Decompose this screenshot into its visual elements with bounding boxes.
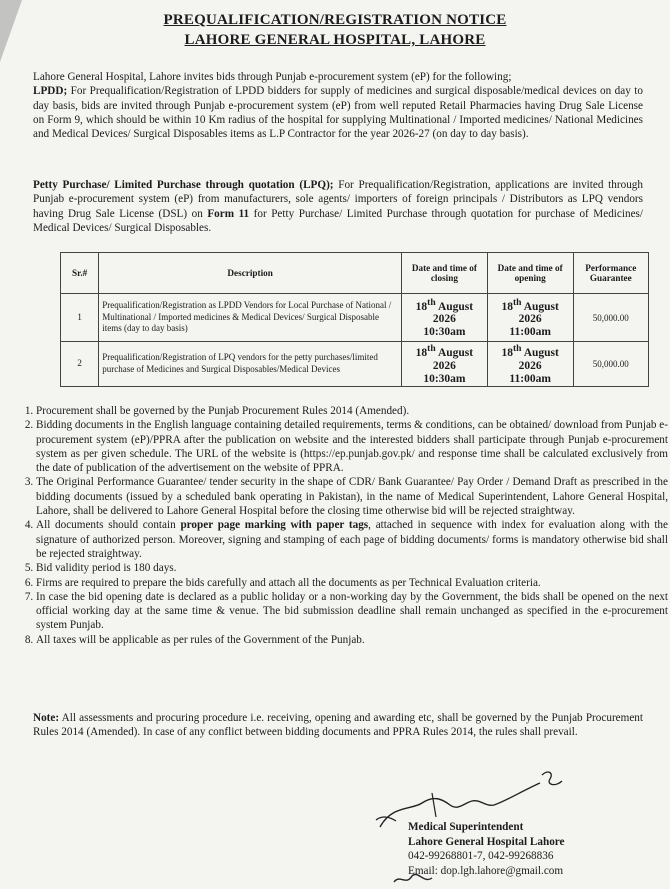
note-text: All assessments and procuring procedure i.e. receiving, opening and awarding etc, shall be governed by the Punjab Procurement Rules 2014 (Amended). In case of any conflict between bidding documents and PPRA Rules 2014, the rules shall prevail.	[33, 712, 643, 739]
table-row	[61, 294, 649, 342]
header-opening: Date and time of opening	[487, 253, 573, 294]
bid-schedule-table	[60, 252, 649, 387]
notice-subtitle: LAHORE GENERAL HOSPITAL, LAHORE	[184, 32, 486, 48]
header-description: Description	[99, 253, 402, 294]
row-closing: 18th August 2026 10:30am	[402, 294, 488, 342]
row-opening: 18th August 2026 11:00am	[487, 294, 573, 342]
row-guarantee: 50,000.00	[573, 294, 648, 342]
row-guarantee: 50,000.00	[573, 342, 648, 387]
intro-text: Lahore General Hospital, Lahore invites bids through Punjab e-procurement system (eP) for the following;	[33, 71, 512, 83]
term-item: 4. All documents should contain proper page marking with paper tags, attached in sequence with index for evaluation along with the signature of authorized person. Moreover, signing and stamping of each page of bidding documents/ forms is mandatory otherwise bid shall be rejected straightway.	[36, 518, 668, 561]
row-description: Prequalification/Registration as LPDD Vendors for Local Purchase of National / Multinational / Imported medicines & Medical Devices/ Surgical Disposable items (day to day basis)	[99, 294, 402, 342]
row-opening: 18th August 2026 11:00am	[487, 342, 573, 387]
term-item: 8. All taxes will be applicable as per rules of the Government of the Punjab.	[36, 633, 668, 647]
note-paragraph	[33, 711, 643, 740]
term-item: 5. Bid validity period is 180 days.	[36, 561, 668, 575]
header-guarantee: Performance Guarantee	[573, 253, 648, 294]
signatory-designation: Medical Superintendent	[408, 821, 524, 833]
row-sr: 1	[61, 294, 99, 342]
table-header-row	[61, 253, 649, 294]
notice-title: PREQUALIFICATION/REGISTRATION NOTICE	[163, 12, 507, 28]
row-sr: 2	[61, 342, 99, 387]
petty-purchase-label: Petty Purchase/ Limited Purchase through quotation (LPQ);	[33, 179, 334, 191]
lpdd-label: LPDD;	[33, 85, 68, 98]
petty-purchase-paragraph	[33, 178, 643, 235]
term-item: 2. Bidding documents in the English language containing detailed requirements, terms & conditions, can be obtained/ download from Punjab e-procurement system (eP)/PPRA after the publication on website and the interested bidders shall participate through Punjab e-procurement system as per given schedule. The URL of the website is (https://ep.punjab.gov.pk/ and response time shall be calculated exclusively from the date of publication of the advertisement on the website of PPRA.	[36, 418, 668, 475]
terms-list	[12, 404, 668, 647]
term-item: 3. The Original Performance Guarantee/ tender security in the shape of CDR/ Bank Guarantee/ Pay Order / Demand Draft as prescribed in the bidding documents (issued by a scheduled bank operating in Pakistan), in the name of Medical Superintendent, Lahore General Hospital, Lahore, shall be delivered to Lahore General Hospital before the closing time otherwise bid will be rejected straightway.	[36, 475, 668, 518]
term-item: 6. Firms are required to prepare the bids carefully and attach all the documents as per Technical Evaluation criteria.	[36, 576, 668, 590]
table-row	[61, 342, 649, 387]
stamp-mark	[390, 868, 450, 889]
row-description: Prequalification/Registration of LPQ vendors for the petty purchases/limited purchase of Medicines and Surgical Disposables/Medical Devices	[99, 342, 402, 387]
page-marking-emphasis: proper page marking with paper tags	[180, 519, 369, 532]
row-closing: 18th August 2026 10:30am	[402, 342, 488, 387]
contact-email: Email: dop.lgh.lahore@gmail.com	[408, 864, 564, 877]
form-11-label: Form 11	[207, 207, 250, 220]
lpdd-text: For Prequalification/Registration of LPDD bidders for supply of medicines and surgical disposable/medical devices on day to day basis, bids are invited through Punjab e-procurement system (eP) from well reputed Retail Pharmacies having Drug Sale License on Form 9, which should be within 10 Km radius of the hospital for supplying Multinational / Imported medicines/ National Medicines and Medical Devices/ Surgical Disposables items as L.P Contractor for the year 2026-27 (on day to day basis).	[33, 85, 643, 141]
petty-purchase-text1: For Prequalification/Registration, applications are invited through Punjab e-procurement system (eP) from manufacturers, sole agents/ importers of foreign principals / Distributors as LPQ vendors having Drug Sale License (DSL) on	[33, 179, 643, 220]
signatory-hospital: Lahore General Hospital Lahore	[408, 835, 565, 848]
contact-phone: 042-99268801-7, 042-99268836	[408, 850, 554, 862]
term-item: 7. In case the bid opening date is declared as a public holiday or a non-working day by the Government, the bids shall be opened on the next official working day at the same time & venue. The bid submission deadline shall remain unchanged as specified in the e-procurement system Punjab.	[36, 590, 668, 633]
petty-purchase-text2: for Petty Purchase/ Limited Purchase through quotation for purchase of Medicines/ Medical Devices/ Surgical Disposables.	[33, 207, 643, 234]
intro-paragraph	[33, 70, 643, 141]
header-closing: Date and time of closing	[402, 253, 488, 294]
header-sr: Sr.#	[61, 253, 99, 294]
term-item: 1. Procurement shall be governed by the Punjab Procurement Rules 2014 (Amended).	[36, 404, 668, 418]
note-label: Note:	[33, 712, 60, 724]
